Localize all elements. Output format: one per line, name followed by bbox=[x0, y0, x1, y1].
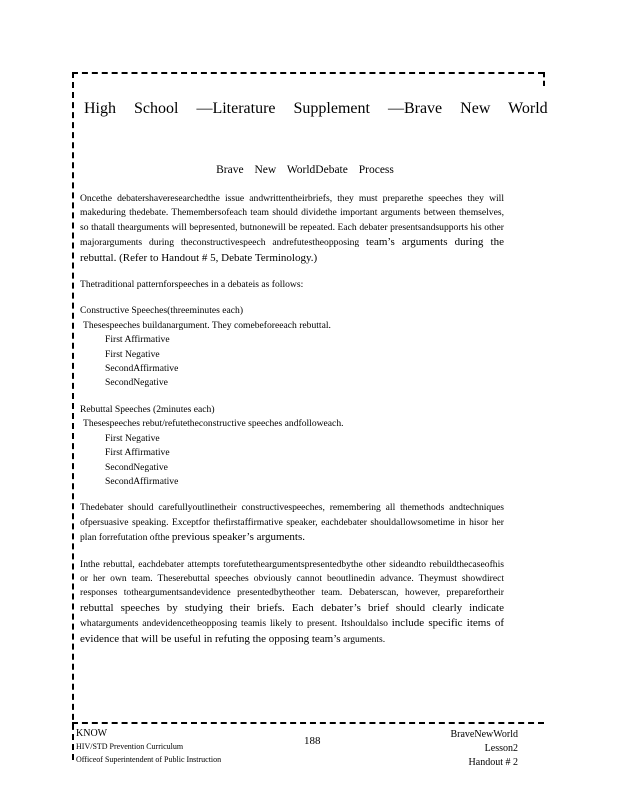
rebuttal-heading: Rebuttal Speeches (2minutes each) bbox=[80, 403, 215, 415]
intro-text-continued: team’s arguments during the rebuttal. (Refer to Handout # 5, Debate Terminology.) bbox=[80, 236, 504, 264]
constructive-heading: Constructive Speeches(threeminutes each) bbox=[80, 305, 244, 317]
rebuttal-order-list bbox=[105, 432, 504, 490]
intro-text: Oncethe debatershaveresearchedthe issue andwrittentheirbriefs, they must preparethe speeches they will makeduring thedebate. Themembersofeach team should dividethe important arguments between themselves, so thatall thearguments will bepresented, butnonewill be repeated. Each debater presentsandsupports his other majorarguments during theconstructivespeech andrefutestheopposing bbox=[80, 193, 504, 249]
footer-left bbox=[76, 727, 221, 766]
list-item: SecondNegative bbox=[105, 377, 168, 389]
page-border-bottom bbox=[72, 722, 544, 724]
footer-lesson: Lesson2 bbox=[484, 743, 518, 754]
footer-curriculum: HIV/STD Prevention Curriculum bbox=[76, 742, 184, 751]
footer-office: Officeof Superintendent of Public Instruction bbox=[76, 755, 222, 764]
pattern-paragraph: Thetraditional patternforspeeches in a debateis as follows: bbox=[80, 279, 304, 291]
constructive-description: Thesespeeches buildanargument. They comebeforeeach rebuttal. bbox=[83, 319, 331, 331]
rebuttal-text-5: arguments. bbox=[342, 633, 386, 645]
outline-text-continued: previous speaker’s arguments. bbox=[171, 531, 306, 544]
footer-right bbox=[418, 728, 518, 770]
rebuttal-paragraph bbox=[80, 558, 504, 647]
rebuttal-text-3: whatarguments andevidencetheopposing teamis likely to present. Itshouldalso bbox=[80, 618, 388, 630]
footer-handout: Handout # 2 bbox=[468, 757, 518, 768]
list-item: SecondAffirmative bbox=[105, 363, 179, 375]
list-item: SecondAffirmative bbox=[105, 475, 179, 487]
list-item: First Affirmative bbox=[105, 334, 170, 346]
rebuttal-text-2: rebuttal speeches by studying their briefs. Each debater’s brief should clearly indicate bbox=[80, 601, 504, 614]
document-body bbox=[80, 192, 504, 659]
constructive-order-list bbox=[105, 333, 504, 391]
intro-paragraph bbox=[80, 192, 504, 266]
footer-program-name: KNOW bbox=[76, 728, 108, 739]
rebuttal-text: Inthe rebuttal, eachdebater attempts torefutetheargumentspresentedbythe other sideandto rebuildthecaseofhis or her own team. Theserebuttal speeches obviously cannot beoutlinedin advance. Theymust showdirect responses totheargumentsandevidence presentedbytheother team. Debaterscan, however, preparefortheir bbox=[80, 558, 504, 599]
footer-book: BraveNewWorld bbox=[450, 729, 518, 740]
list-item: First Negative bbox=[105, 348, 160, 360]
rebuttal-text-4: include specific items of evidence that will be useful in refuting the opposing team’s bbox=[80, 617, 504, 645]
page-border-right bbox=[543, 72, 545, 86]
list-item: SecondNegative bbox=[105, 461, 168, 473]
page-number: 188 bbox=[304, 735, 321, 747]
document-subtitle: Brave New WorldDebate Process bbox=[216, 164, 394, 176]
list-item: First Negative bbox=[105, 432, 160, 444]
list-item: First Affirmative bbox=[105, 447, 170, 459]
rebuttal-description: Thesespeeches rebut/refutetheconstructive speeches andfolloweach. bbox=[83, 418, 344, 430]
page-header-title: High School —Literature Supplement —Brave New World bbox=[84, 100, 548, 117]
page-border-top bbox=[72, 72, 544, 74]
outline-text: Thedebater should carefullyoutlinetheir constructivespeeches, remembering all themethods andtechniques ofpersuasive speaking. Exceptfor thefirstaffirmative speaker, eachdebater shouldallowsometime in hisor her plan forrefutation ofthe bbox=[80, 502, 504, 544]
outline-paragraph bbox=[80, 501, 504, 545]
